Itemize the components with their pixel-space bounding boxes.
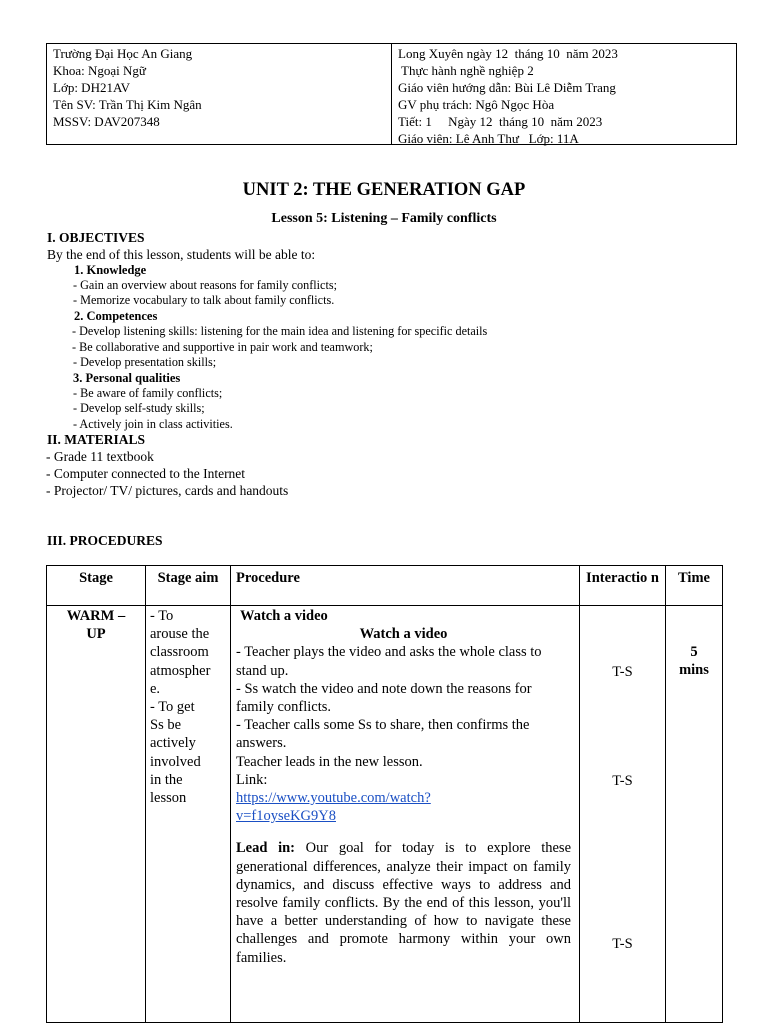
time-unit: mins xyxy=(679,662,709,679)
stage-cell xyxy=(47,606,146,1023)
procedure-step: - Ss watch the video and note down the reasons for family conflicts. xyxy=(236,680,532,716)
video-link[interactable] xyxy=(236,789,571,825)
supervisor: Giáo viên hướng dẫn: Bùi Lê Diễm Trang xyxy=(398,80,616,95)
watch-video-heading: Watch a video xyxy=(240,608,328,624)
col-stage-aim: Stage aim xyxy=(146,566,231,606)
teacher-class: Giáo viên: Lê Anh Thư Lớp: 11A xyxy=(398,131,579,146)
materials-item: - Projector/ TV/ pictures, cards and handouts xyxy=(46,483,289,498)
col-time: Time xyxy=(666,566,723,606)
objectives-heading: I. OBJECTIVES xyxy=(47,230,145,245)
materials-heading: II. MATERIALS xyxy=(47,432,146,447)
faculty: Khoa: Ngoại Ngữ xyxy=(53,63,146,78)
interaction-value: T-S xyxy=(612,664,633,680)
procedure-step: - Teacher calls some Ss to share, then confirms the answers. xyxy=(236,717,530,752)
aim-line: atmospher xyxy=(150,662,211,679)
watch-video-subheading: Watch a video xyxy=(359,626,448,643)
procedures-heading: III. PROCEDURES xyxy=(47,533,163,548)
aim-line: - To get xyxy=(150,699,195,716)
lead-in-text: Our goal for today is to explore these generational differences, analyze their impact on family dynamics, and discuss effective ways to address and resolve family conflicts. By the end of this lesson, you'll have a better understanding of how to navigate these challenges and promote harmony within your own families. xyxy=(236,840,572,966)
header-right-column xyxy=(392,44,736,144)
aim-line: involved xyxy=(150,753,201,770)
aim-line: actively xyxy=(150,735,196,752)
personal-item: - Actively join in class activities. xyxy=(73,417,233,431)
teacher-in-charge: GV phụ trách: Ngô Ngọc Hòa xyxy=(398,97,555,112)
knowledge-item: - Memorize vocabulary to talk about family conflicts. xyxy=(73,293,335,307)
course-name: Thực hành nghề nghiệp 2 xyxy=(398,63,534,78)
time-value: 5 xyxy=(690,644,698,660)
objectives-intro: By the end of this lesson, students will be able to: xyxy=(47,247,316,262)
stage-name: WARM – UP xyxy=(66,608,126,643)
aim-line: classroom xyxy=(150,644,209,661)
competences-item: - Be collaborative and supportive in pair work and teamwork; xyxy=(72,340,373,354)
school-name: Trường Đại Học An Giang xyxy=(53,46,193,61)
video-link-line-1[interactable]: https://www.youtube.com/watch? xyxy=(236,790,431,807)
materials-item: - Grade 11 textbook xyxy=(46,449,154,464)
period-date: Tiết: 1 Ngày 12 tháng 10 năm 2023 xyxy=(398,114,603,129)
procedure-cell xyxy=(231,606,580,1023)
aim-line: in the xyxy=(150,771,183,788)
interaction-value: T-S xyxy=(612,773,633,789)
lead-in-label: Lead in: xyxy=(236,840,295,857)
knowledge-heading: 1. Knowledge xyxy=(74,263,147,277)
procedure-step: Teacher leads in the new lesson. xyxy=(236,753,423,770)
aim-line: lesson xyxy=(150,790,187,807)
video-link-line-2[interactable]: v=f1oyseKG9Y8 xyxy=(236,808,336,825)
student-id: MSSV: DAV207348 xyxy=(53,114,160,129)
personal-item: - Be aware of family conflicts; xyxy=(73,386,223,400)
col-stage: Stage xyxy=(47,566,146,606)
table-header-row xyxy=(47,566,723,606)
competences-item: - Develop listening skills: listening for the main idea and listening for specific details xyxy=(72,324,488,338)
link-label: Link: xyxy=(236,771,268,788)
competences-item: - Develop presentation skills; xyxy=(73,355,217,369)
aim-line: arouse the xyxy=(150,626,210,643)
student-name: Tên SV: Trần Thị Kim Ngân xyxy=(53,97,202,112)
procedures-table xyxy=(46,565,723,1023)
col-interaction: Interactio n xyxy=(580,566,666,606)
col-procedure: Procedure xyxy=(231,566,580,606)
aim-line: e. xyxy=(150,680,161,697)
procedure-step: - Teacher plays the video and asks the whole class to stand up. xyxy=(236,644,542,679)
aim-line: Ss be xyxy=(150,717,182,734)
materials-item: - Computer connected to the Internet xyxy=(46,466,246,481)
header-left-column xyxy=(47,44,392,144)
stage-aim-cell xyxy=(146,606,231,1023)
interaction-value: T-S xyxy=(612,936,633,952)
class-code: Lớp: DH21AV xyxy=(53,80,131,95)
lead-in-paragraph xyxy=(236,839,571,966)
time-cell xyxy=(666,606,723,1023)
header-info-box xyxy=(46,43,737,145)
table-row xyxy=(47,606,723,1023)
aim-line: - To xyxy=(150,608,174,624)
lesson-title: Lesson 5: Listening – Family conflicts xyxy=(271,211,497,226)
interaction-cell xyxy=(580,606,666,1023)
personal-qualities-heading: 3. Personal qualities xyxy=(73,371,181,385)
unit-title: UNIT 2: THE GENERATION GAP xyxy=(242,180,526,200)
competences-heading: 2. Competences xyxy=(74,309,158,323)
personal-item: - Develop self-study skills; xyxy=(73,401,205,415)
place-date: Long Xuyên ngày 12 tháng 10 năm 2023 xyxy=(398,46,618,61)
knowledge-item: - Gain an overview about reasons for family conflicts; xyxy=(73,278,337,292)
